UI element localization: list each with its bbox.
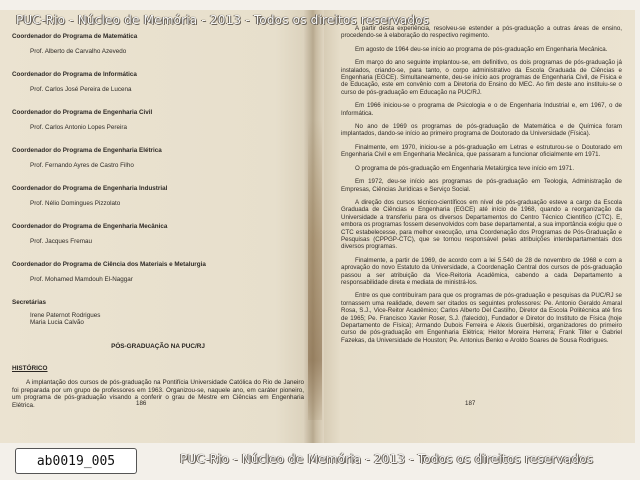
role-block [12,185,304,207]
watermark-top: PUC-Rio - Núcleo de Memória - 2013 - Todos os direitos reservados [16,13,430,27]
role-block [12,109,304,131]
right-page-body [341,25,622,344]
paragraph: No ano de 1969 os programas de pós-graduação de Matemática e de Química foram implantados, dando-se início ao primeiro programa de Doutorado da Universidade (Física). [341,123,622,138]
role-block [12,71,304,93]
role-title: Coordenador do Programa de Matemática [12,33,138,40]
image-id-label: ab0019_005 [15,448,137,474]
paragraph: Finalmente, em 1970, iniciou-se a pós-graduação em Letras e estruturou-se o Doutorado em Engenharia Civil e em Engenharia Mecânica, que passaram a funcionar oficialmente em 1971. [341,143,622,159]
paragraph: Em 1972, deu-se início aos programas de pós-graduação em Teologia, Administração de Empresas, Ciências Jurídicas e Serviço Social. [341,178,622,193]
page-number-left: 186 [136,400,147,407]
role-name: Prof. Fernando Ayres de Castro Filho [30,161,134,169]
role-block [12,147,304,169]
historico-text: A implantação dos cursos de pós-graduação na Pontifícia Universidade Católica do Rio de Janeiro foi preparada por um grupo de professores em 1963. Organizou-se, naquele ano, em caráter pioneiro, um programa de pós-graduação visando a conferir o grau de Mestre em Ciências em Engenharia Elétrica. [12,379,304,409]
role-name: Prof. Jacques Fremau [30,237,92,245]
paragraph: A partir desta experiência, resolveu-se estender a pós-graduação a outras áreas de ensino, procedendo-se à elaboração do respectivo regimento. [341,25,622,40]
historico-heading: HISTÓRICO [12,365,48,372]
role-name: Prof. Carlos Antonio Lopes Pereira [30,123,127,131]
paragraph: Em 1966 iniciou-se o programa de Psicologia e o de Engenharia Industrial e, em 1967, o de Informática. [341,102,622,117]
role-name: Prof. Alberto de Carvalho Azevedo [30,47,127,55]
page-number-right: 187 [465,400,476,407]
role-block [12,33,304,55]
paragraph: A direção dos cursos técnico-científicos em nível de pós-graduação esteve a cargo da Escola Graduada de Ciências e Engenharia (EGCE) até início de 1968, quando a reorganização da Universidade a transferiu para os diversos Departamentos do Centro Técnico Científico (CTC). E, embora os programas fossem desenvolvidos com base departamental, a sua importância exigiu que o CTC estabelecesse, para melhor execução, uma Coordenação dos Programas de Pós-Graduação e Pesquisas (CPPGP-CTC), que se tornou responsável pelas atribuições interdepartamentais dos diversos programas. [341,198,622,251]
role-title: Coordenador do Programa de Engenharia Civil [12,109,153,116]
paragraph: Em março do ano seguinte implantou-se, em definitivo, os dois programas de pós-graduação já instalados, criando-se, para tanto, o corpo administrativo da Escola Graduada de Ciências e Engenharia (EGCE). Simultaneamente, deu-se início aos programas de Engenharia Civil, de Física e de Educação, este em convênio com a Diretoria do Ensino do MEC. Ao fim deste ano instituiu-se o curso de pós-graduação em Educação na PUC/RJ. [341,59,622,96]
paragraph: Em agosto de 1964 deu-se início ao programa de pós-graduação em Engenharia Mecânica. [355,45,608,53]
role-name: Prof. Carlos José Pereira de Lucena [30,85,132,93]
role-title: Coordenador do Programa de Ciência dos Materiais e Metalurgia [12,261,206,268]
paragraph: Entre os que contribuíram para que os programas de pós-graduação e pesquisas da PUC/RJ se tornassem uma realidade, devem ser citados os seguintes professores: Pe. Antonio Geraldo Amaral Rosa, S.J., Vice-Reitor Acadêmico; Carlos Alberto Del Castilho, Diretor da Escola Politécnica até fins de 1965; Pe. Francisco Xavier Roser, S.J. (falecido), Fundador e Diretor do Instituto de Física (hoje Departamento de Física); Armando Dubois Ferreira e Alexis Guerbilski, organizadores do primeiro curso de pós-graduação em Engenharia Elétrica; Heitor Moreira Herrera; Frank Tiller e Gabriel Fazekas, da Universidade de Houston; Pe. Antonius Benko e Aroldo Soares de Sousa Rodrigues. [341,292,622,344]
paragraph: Finalmente, a partir de 1969, de acordo com a lei 5.540 de 28 de novembro de 1968 e com a aprovação do novo Estatuto da Universidade, a Coordenação Central dos cursos de pós-graduação passou a ser atribuição da Vice-Reitoria Acadêmica, cabendo a cada Departamento a responsabilidade direta e mediata de ministrá-los. [341,256,622,286]
secretaria-name: Irene Paternot Rodrigues [30,311,101,319]
secretaria-name: Maria Lucia Calvão [30,319,84,327]
role-name: Prof. Nélio Domingues Pizzolato [30,199,121,207]
role-block [12,223,304,245]
role-title: Coordenador do Programa de Engenharia Industrial [12,185,168,192]
role-title: Coordenador do Programa de Informática [12,71,137,78]
role-name: Prof. Mohamed Mamdouh El-Naggar [30,275,133,283]
secretarias-label: Secretárias [12,299,46,306]
page-stain [308,120,322,420]
section-title: PÓS-GRADUAÇÃO NA PUC/RJ [111,343,205,350]
paragraph: O programa de pós-graduação em Engenharia Metalúrgica teve início em 1971. [355,164,575,172]
watermark-bottom: PUC-Rio - Núcleo de Memória - 2013 - Todos os direitos reservados [180,452,594,466]
role-block [12,261,304,283]
secretarias-block [12,299,304,327]
role-title: Coordenador do Programa de Engenharia Elétrica [12,147,162,154]
role-title: Coordenador do Programa de Engenharia Mecânica [12,223,168,230]
